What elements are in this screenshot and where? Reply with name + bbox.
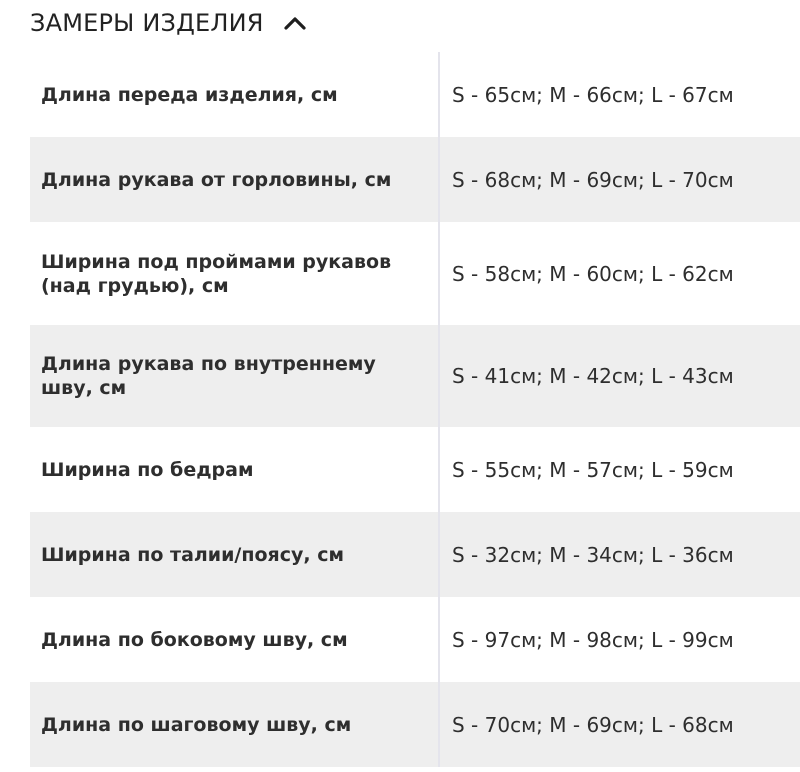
table-row (30, 137, 800, 222)
measurements-table (30, 52, 800, 767)
measurement-label: Длина по шаговому шву, см (41, 713, 352, 736)
table-row (30, 222, 800, 325)
table-row (30, 325, 800, 427)
measurement-value: S - 65см; M - 66см; L - 67см (452, 82, 734, 107)
measurement-label: Длина рукава от горловины, см (41, 168, 392, 191)
measurement-value: S - 55см; M - 57см; L - 59см (452, 457, 734, 482)
table-row (30, 52, 800, 137)
measurement-label: Ширина по бедрам (41, 458, 254, 481)
measurement-value: S - 70см; M - 69см; L - 68см (452, 712, 734, 737)
measurement-value: S - 97см; M - 98см; L - 99см (452, 627, 734, 652)
table-row (30, 427, 800, 512)
measurement-label: Ширина по талии/поясу, см (41, 543, 345, 566)
measurement-label: Длина переда изделия, см (41, 83, 338, 106)
table-row (30, 512, 800, 597)
column-divider (438, 427, 440, 512)
table-row (30, 682, 800, 767)
measurement-value: S - 32см; M - 34см; L - 36см (452, 542, 734, 567)
column-divider (438, 325, 440, 427)
measurement-label: Длина по боковому шву, см (41, 628, 348, 651)
section-header-toggle[interactable] (30, 6, 308, 40)
table-row (30, 597, 800, 682)
column-divider (438, 137, 440, 222)
column-divider (438, 597, 440, 682)
measurement-label: Ширина под проймами рукавов (над грудью), см (41, 250, 392, 297)
measurement-value: S - 68см; M - 69см; L - 70см (452, 167, 734, 192)
column-divider (438, 682, 440, 767)
column-divider (438, 52, 440, 137)
measurement-label: Длина рукава по внутреннему шву, см (41, 353, 376, 399)
measurement-value: S - 58см; M - 60см; L - 62см (452, 261, 734, 286)
measurement-value: S - 41см; M - 42см; L - 43см (452, 364, 734, 388)
section-title: ЗАМЕРЫ ИЗДЕЛИЯ (30, 9, 264, 37)
column-divider (438, 222, 440, 325)
chevron-up-icon[interactable] (282, 10, 308, 36)
column-divider (438, 512, 440, 597)
